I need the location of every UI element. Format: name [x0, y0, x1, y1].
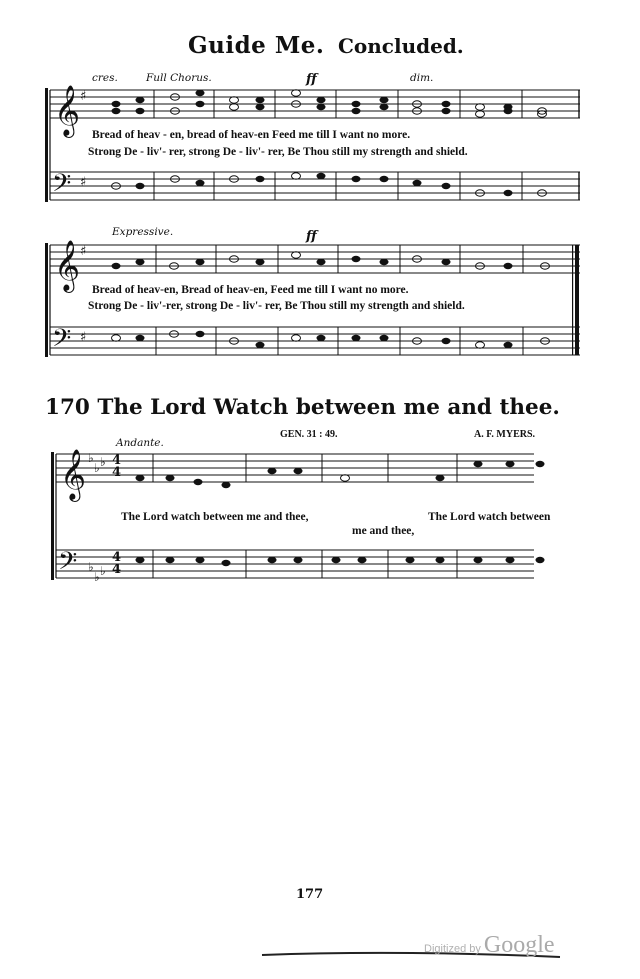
lyrics-verse2-line2: Strong De - liv'-rer, strong De - liv'- rer, Be Thou still my strength and shield.	[88, 300, 465, 312]
direction-expressive: Expressive.	[112, 226, 174, 238]
section-subtitle: Concluded.	[338, 34, 464, 58]
svg-text:♯: ♯	[80, 89, 87, 104]
lyrics-hymn170-c: me and thee,	[352, 525, 415, 537]
note-heads	[112, 90, 550, 566]
svg-text:♭: ♭	[94, 570, 100, 584]
svg-text:♯: ♯	[80, 330, 87, 345]
svg-text:𝄢: 𝄢	[52, 324, 72, 359]
svg-text:♯: ♯	[80, 244, 87, 259]
direction-dim: dim.	[410, 72, 434, 84]
lyrics-verse1-line1: Bread of heav - en, bread of heav-en Feed me till I want no more.	[92, 129, 411, 141]
dynamic-ff-2: ff	[306, 229, 317, 244]
svg-text:♯: ♯	[80, 175, 87, 190]
watermark	[424, 932, 555, 959]
svg-text:𝄢: 𝄢	[52, 169, 72, 204]
composer: A. F. MYERS.	[474, 429, 536, 440]
svg-text:𝄞: 𝄞	[54, 85, 81, 136]
lyrics-verse2-line1: Strong De - liv'- rer, strong De - liv'- rer, Be Thou still my strength and shield.	[88, 146, 468, 158]
tempo-marking: Andante.	[116, 437, 164, 449]
svg-text:♭: ♭	[100, 564, 106, 578]
hymn-title: The Lord Watch between me and thee.	[97, 395, 560, 420]
time-signature-treble: 4 4	[112, 453, 122, 480]
svg-text:♭: ♭	[94, 461, 100, 475]
direction-full-chorus: Full Chorus.	[146, 72, 212, 84]
svg-text:𝄞: 𝄞	[54, 240, 81, 291]
time-signature-bass: 4 4	[112, 550, 122, 577]
system-1	[45, 85, 580, 204]
lyrics-hymn170-b: The Lord watch between	[428, 511, 551, 523]
page-number: 177	[296, 887, 324, 902]
svg-text:♭: ♭	[88, 560, 94, 574]
direction-cres: cres.	[92, 72, 118, 84]
section-title: Guide Me.	[188, 32, 325, 59]
scripture-reference: GEN. 31 : 49.	[280, 429, 338, 440]
svg-text:𝄢: 𝄢	[58, 547, 78, 582]
hymn-number: 170	[45, 395, 90, 420]
svg-text:♭: ♭	[88, 451, 94, 465]
hymn-heading	[45, 395, 560, 420]
svg-text:𝄞: 𝄞	[60, 449, 87, 500]
lyrics-verse1-line2: Bread of heav-en, Bread of heav-en, Feed me till I want no more.	[92, 284, 409, 296]
watermark-brand: Google	[483, 932, 555, 958]
watermark-prefix: Digitized by	[424, 943, 481, 955]
svg-text:♭: ♭	[100, 455, 106, 469]
dynamic-ff-1: ff	[306, 72, 317, 87]
lyrics-hymn170-a: The Lord watch between me and thee,	[121, 511, 309, 523]
